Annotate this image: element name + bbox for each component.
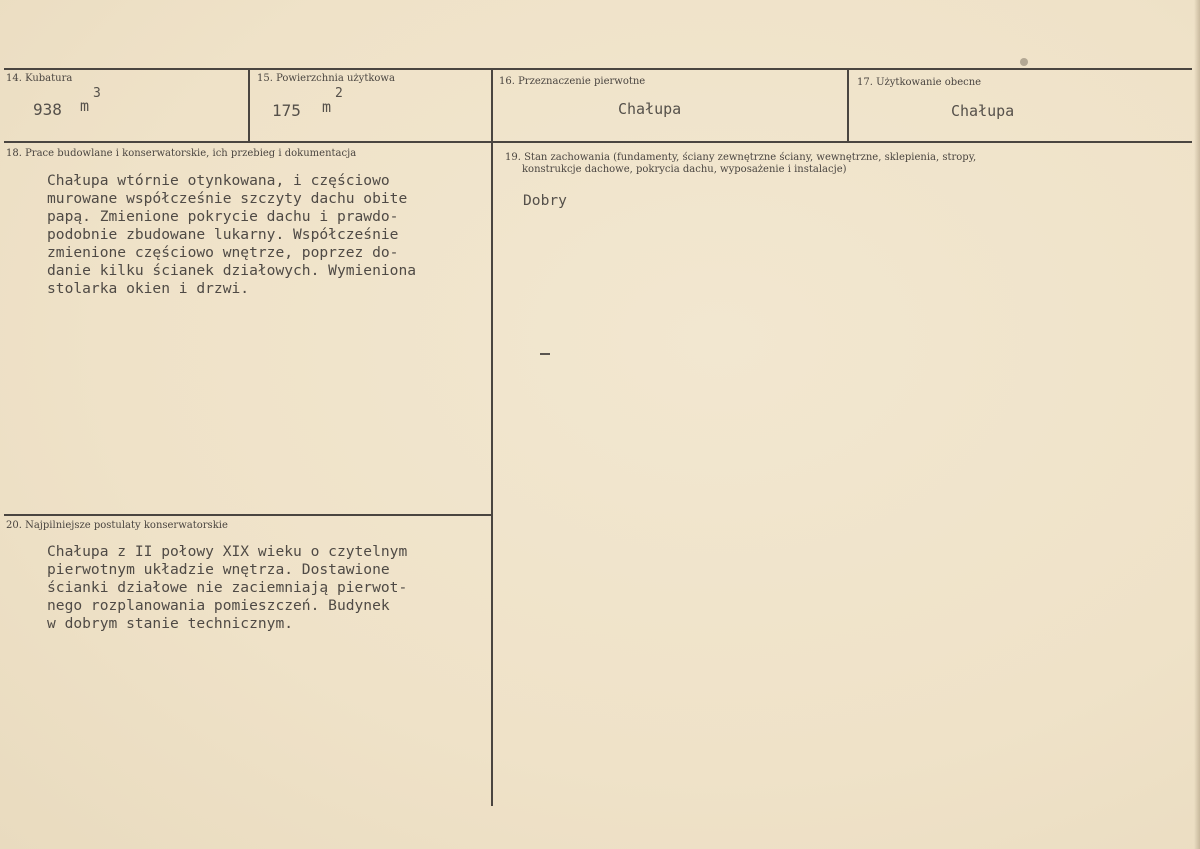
field-20-line: w dobrym stanie technicznym. <box>47 615 294 632</box>
field-18-line: Chałupa wtórnie otynkowana, i częściowo <box>47 172 390 189</box>
field-20-line: Chałupa z II połowy XIX wieku o czytelnym <box>47 543 408 560</box>
field-19-label-line-1: 19. Stan zachowania (fundamenty, ściany zewnętrzne ściany, wewnętrzne, sklepienia, stropy, <box>505 152 977 163</box>
field-20-line: nego rozplanowania pomieszczeń. Budynek <box>47 597 390 614</box>
stray-mark <box>540 353 550 355</box>
field-14-unit: m <box>80 97 90 115</box>
field-19-value: Dobry <box>523 192 567 209</box>
field-14-label: 14. Kubatura <box>6 73 73 84</box>
header-row-rule <box>4 141 1192 143</box>
card-edge-shadow <box>1194 0 1200 849</box>
col-divider-2 <box>491 68 493 806</box>
field-18-line: papą. Zmienione pokrycie dachu i prawdo- <box>47 208 399 225</box>
top-rule <box>4 68 1192 70</box>
field-15-unit: m <box>322 98 332 116</box>
stray-mark <box>1020 58 1028 66</box>
field-20-line: pierwotnym układzie wnętrza. Dostawione <box>47 561 390 578</box>
col-divider-1 <box>248 68 250 142</box>
field-17-value: Chałupa <box>951 102 1015 120</box>
field-16-label: 16. Przeznaczenie pierwotne <box>499 76 646 87</box>
field-18-text <box>47 172 416 298</box>
col-divider-3 <box>847 68 849 142</box>
field-20-line: ścianki działowe nie zaciemniają pierwot- <box>47 579 408 596</box>
field-14-unit-exponent: 3 <box>93 86 101 101</box>
field-18-line: podobnie zbudowane lukarny. Współcześnie <box>47 226 399 243</box>
field-18-label: 18. Prace budowlane i konserwatorskie, ich przebieg i dokumentacja <box>6 148 357 159</box>
section-18-20-rule <box>4 514 492 516</box>
field-18-line: stolarka okien i drzwi. <box>47 280 250 297</box>
field-15-label: 15. Powierzchnia użytkowa <box>257 73 395 84</box>
field-18-line: danie kilku ścianek działowych. Wymieniona <box>47 262 417 279</box>
field-19-label-line-2: konstrukcje dachowe, pokrycia dachu, wyposażenie i instalacje) <box>522 164 847 175</box>
field-17-label: 17. Użytkowanie obecne <box>857 77 982 88</box>
field-20-label: 20. Najpilniejsze postulaty konserwatorskie <box>6 520 228 531</box>
field-18-line: zmienione częściowo wnętrze, poprzez do- <box>47 244 399 261</box>
field-20-text <box>47 543 407 633</box>
field-14-value: 938 <box>33 100 62 119</box>
field-16-value: Chałupa <box>618 100 682 118</box>
field-15-value: 175 <box>272 101 301 120</box>
field-15-unit-exponent: 2 <box>335 86 343 101</box>
field-18-line: murowane współcześnie szczyty dachu obite <box>47 190 408 207</box>
